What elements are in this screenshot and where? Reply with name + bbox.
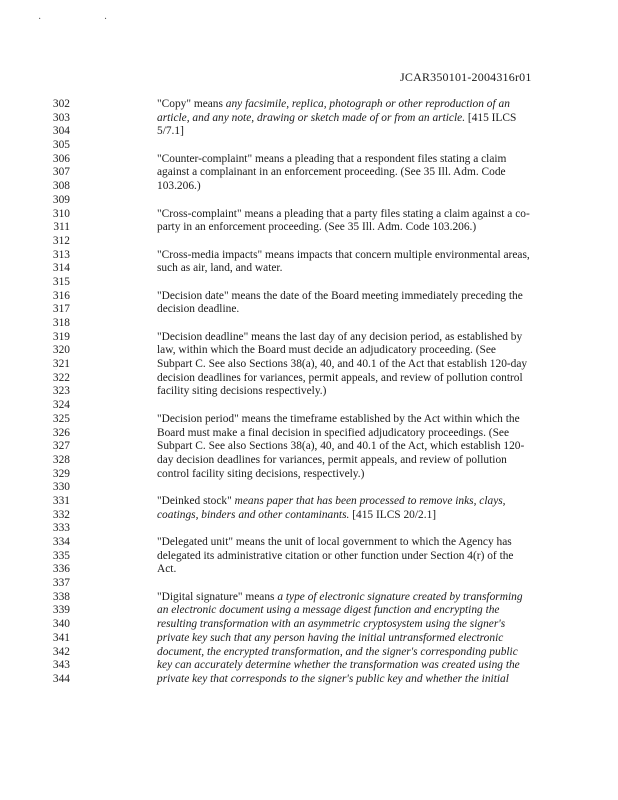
line-text-segment: 103.206.) [157,180,201,193]
line-number: 329 [52,467,70,480]
line-text-segment: facility siting decisions respectively.) [157,385,327,398]
line-text [157,632,503,646]
line-text [157,673,509,687]
text-line [0,344,618,358]
text-line [0,646,618,660]
text-line [0,139,618,153]
line-text [157,468,364,482]
line-number: 304 [52,125,70,138]
line-text [157,208,530,222]
document-body [0,98,618,687]
line-text-segment: law, within which the Board must decide an adjudicatory proceeding. (See [157,344,496,357]
line-text-segment: party in an enforcement proceeding. (See 35 Ill. Adm. Code 103.206.) [157,221,477,234]
line-number: 338 [52,590,70,603]
line-number: 325 [52,412,70,425]
text-line [0,385,618,399]
line-text [157,618,505,632]
line-number: 332 [52,508,70,521]
line-text [157,153,506,167]
line-number: 312 [52,234,70,247]
text-line [0,290,618,304]
line-number: 335 [52,549,70,562]
line-number: 334 [52,536,70,548]
line-text [157,659,520,673]
text-line [0,577,618,591]
text-line [0,262,618,276]
text-line [0,495,618,509]
text-line [0,536,618,550]
line-number: 309 [52,193,70,206]
line-text [157,495,506,509]
line-text [157,427,509,441]
line-text-segment: Subpart C. See also Sections 38(a), 40, and 40.1 of the Act, which establish 120- [157,440,525,453]
text-line [0,249,618,263]
text-line [0,112,618,126]
line-text-segment: "Counter-complaint" means a pleading that a respondent files stating a claim [157,152,507,165]
statutory-quote-text: coatings, binders and other contaminants. [157,508,350,521]
line-text-segment: "Decision date" means the date of the Board meeting immediately preceding the [157,289,523,302]
line-text [157,413,520,427]
text-line [0,604,618,618]
line-text-segment: such as air, land, and water. [157,262,283,275]
statutory-quote-text: private key such that any person having the initial untransformed electronic [157,631,504,644]
text-line [0,153,618,167]
text-line [0,180,618,194]
text-line [0,276,618,290]
line-number: 343 [52,659,70,672]
line-text [157,344,496,358]
line-text-segment: 5/7.1] [157,125,184,138]
text-line [0,618,618,632]
line-number: 313 [52,248,70,261]
line-text-segment: Board must make a final decision in specified adjudicatory proceedings. (See [157,426,510,439]
text-line [0,440,618,454]
line-text [157,358,527,372]
line-text-segment: [415 ILCS 20/2.1] [349,508,437,521]
line-number: 308 [52,180,70,193]
line-number: 333 [52,522,70,535]
line-text [157,262,282,276]
line-number: 337 [52,577,70,590]
text-line [0,427,618,441]
text-line [0,194,618,208]
line-number: 326 [52,426,70,439]
line-number: 330 [52,481,70,494]
line-text [157,385,326,399]
line-text [157,112,516,126]
line-text [157,604,500,618]
line-number: 323 [52,385,70,398]
statutory-quote-text: an electronic document using a message digest function and encrypting the [157,604,500,617]
line-number: 336 [52,563,70,576]
line-number: 327 [52,440,70,453]
line-text-segment: "Cross-complaint" means a pleading that a party files stating a claim against a co- [157,207,530,220]
line-number: 302 [52,98,70,110]
line-number: 331 [52,494,70,507]
line-text [157,221,476,235]
text-line [0,372,618,386]
statutory-quote-text: key can accurately determine whether the transformation was created using the [157,659,520,672]
line-text-segment: "Digital signature" means [157,590,278,603]
line-text [157,125,184,139]
text-line [0,454,618,468]
text-line [0,399,618,413]
line-number: 344 [52,672,70,685]
line-text-segment: against a complainant in an enforcement proceeding. (See 35 Ill. Adm. Code [157,166,506,179]
line-text [157,550,513,564]
line-text [157,372,523,386]
line-text [157,563,176,577]
line-number: 320 [52,344,70,357]
text-line [0,522,618,536]
line-text [157,509,436,523]
text-line [0,98,618,112]
line-number: 341 [52,631,70,644]
line-text-segment: control facility siting decisions, respectively.) [157,467,365,480]
line-number: 306 [52,152,70,165]
text-line [0,591,618,605]
text-line [0,221,618,235]
line-text-segment: delegated its administrative citation or other function under Section 4(r) of the [157,549,514,562]
text-line [0,481,618,495]
text-line [0,413,618,427]
line-text-segment: day decision deadlines for variances, permit appeals, and review of pollution [157,453,507,466]
line-text [157,591,523,605]
text-line [0,550,618,564]
text-line [0,235,618,249]
line-number: 328 [52,453,70,466]
line-text-segment: [415 ILCS [465,111,517,124]
line-number: 317 [52,303,70,316]
line-text-segment: "Deinked stock" [157,494,235,507]
text-line [0,563,618,577]
line-number: 321 [52,358,70,371]
statutory-quote-text: a type of electronic signature created by transforming [277,590,523,603]
line-text-segment: "Cross-media impacts" means impacts that concern multiple environmental areas, [157,248,530,261]
line-number: 316 [52,289,70,302]
line-text-segment: decision deadline. [157,303,240,316]
line-number: 305 [52,139,70,152]
text-line [0,125,618,139]
text-line [0,673,618,687]
text-line [0,659,618,673]
line-number: 311 [53,221,70,234]
line-text [157,249,530,263]
text-line [0,208,618,222]
line-text-segment: Subpart C. See also Sections 38(a), 40, and 40.1 of the Act that establish 120-day [157,358,528,371]
line-text [157,98,510,112]
line-text-segment: "Copy" means [157,98,226,110]
line-number: 318 [52,317,70,329]
text-line [0,331,618,345]
line-text-segment: "Decision period" means the timeframe established by the Act within which the [157,412,520,425]
document-id: JCAR350101-2004316r01 [400,70,532,84]
text-line [0,317,618,331]
line-number: 319 [52,330,70,343]
header-marks: · · [38,14,138,25]
line-number: 324 [52,399,70,412]
line-text-segment: decision deadlines for variances, permit appeals, and review of pollution control [157,371,523,384]
statutory-quote-text: means paper that has been processed to remove inks, clays, [234,494,506,507]
statutory-quote-text: any facsimile, replica, photograph or other reproduction of an [225,98,510,110]
line-text [157,166,506,180]
line-text [157,536,512,550]
statutory-quote-text: article, and any note, drawing or sketch made of or from an article. [157,111,466,124]
text-line [0,358,618,372]
line-number: 322 [52,371,70,384]
statutory-quote-text: document, the encrypted transformation, and the signer's corresponding public [157,645,518,658]
line-text [157,331,522,345]
line-text [157,440,524,454]
line-number: 339 [52,604,70,617]
line-number: 340 [52,618,70,631]
line-text [157,646,518,660]
line-text [157,454,507,468]
line-number: 315 [52,275,70,288]
text-line [0,509,618,523]
text-line [0,632,618,646]
line-text [157,290,523,304]
statutory-quote-text: private key that corresponds to the signer's public key and whether the initial [157,672,509,685]
statutory-quote-text: resulting transformation with an asymmetric cryptosystem using the signer's [157,618,506,631]
line-text-segment: "Decision deadline" means the last day of any decision period, as established by [157,330,523,343]
line-text [157,180,201,194]
line-text-segment: Act. [157,563,177,576]
line-text [157,303,239,317]
text-line [0,468,618,482]
line-text-segment: "Delegated unit" means the unit of local government to which the Agency has [157,536,512,548]
line-number: 310 [52,207,70,220]
line-number: 307 [52,166,70,179]
text-line [0,166,618,180]
line-number: 314 [52,262,70,275]
text-line [0,303,618,317]
line-number: 342 [52,645,70,658]
line-number: 303 [52,111,70,124]
